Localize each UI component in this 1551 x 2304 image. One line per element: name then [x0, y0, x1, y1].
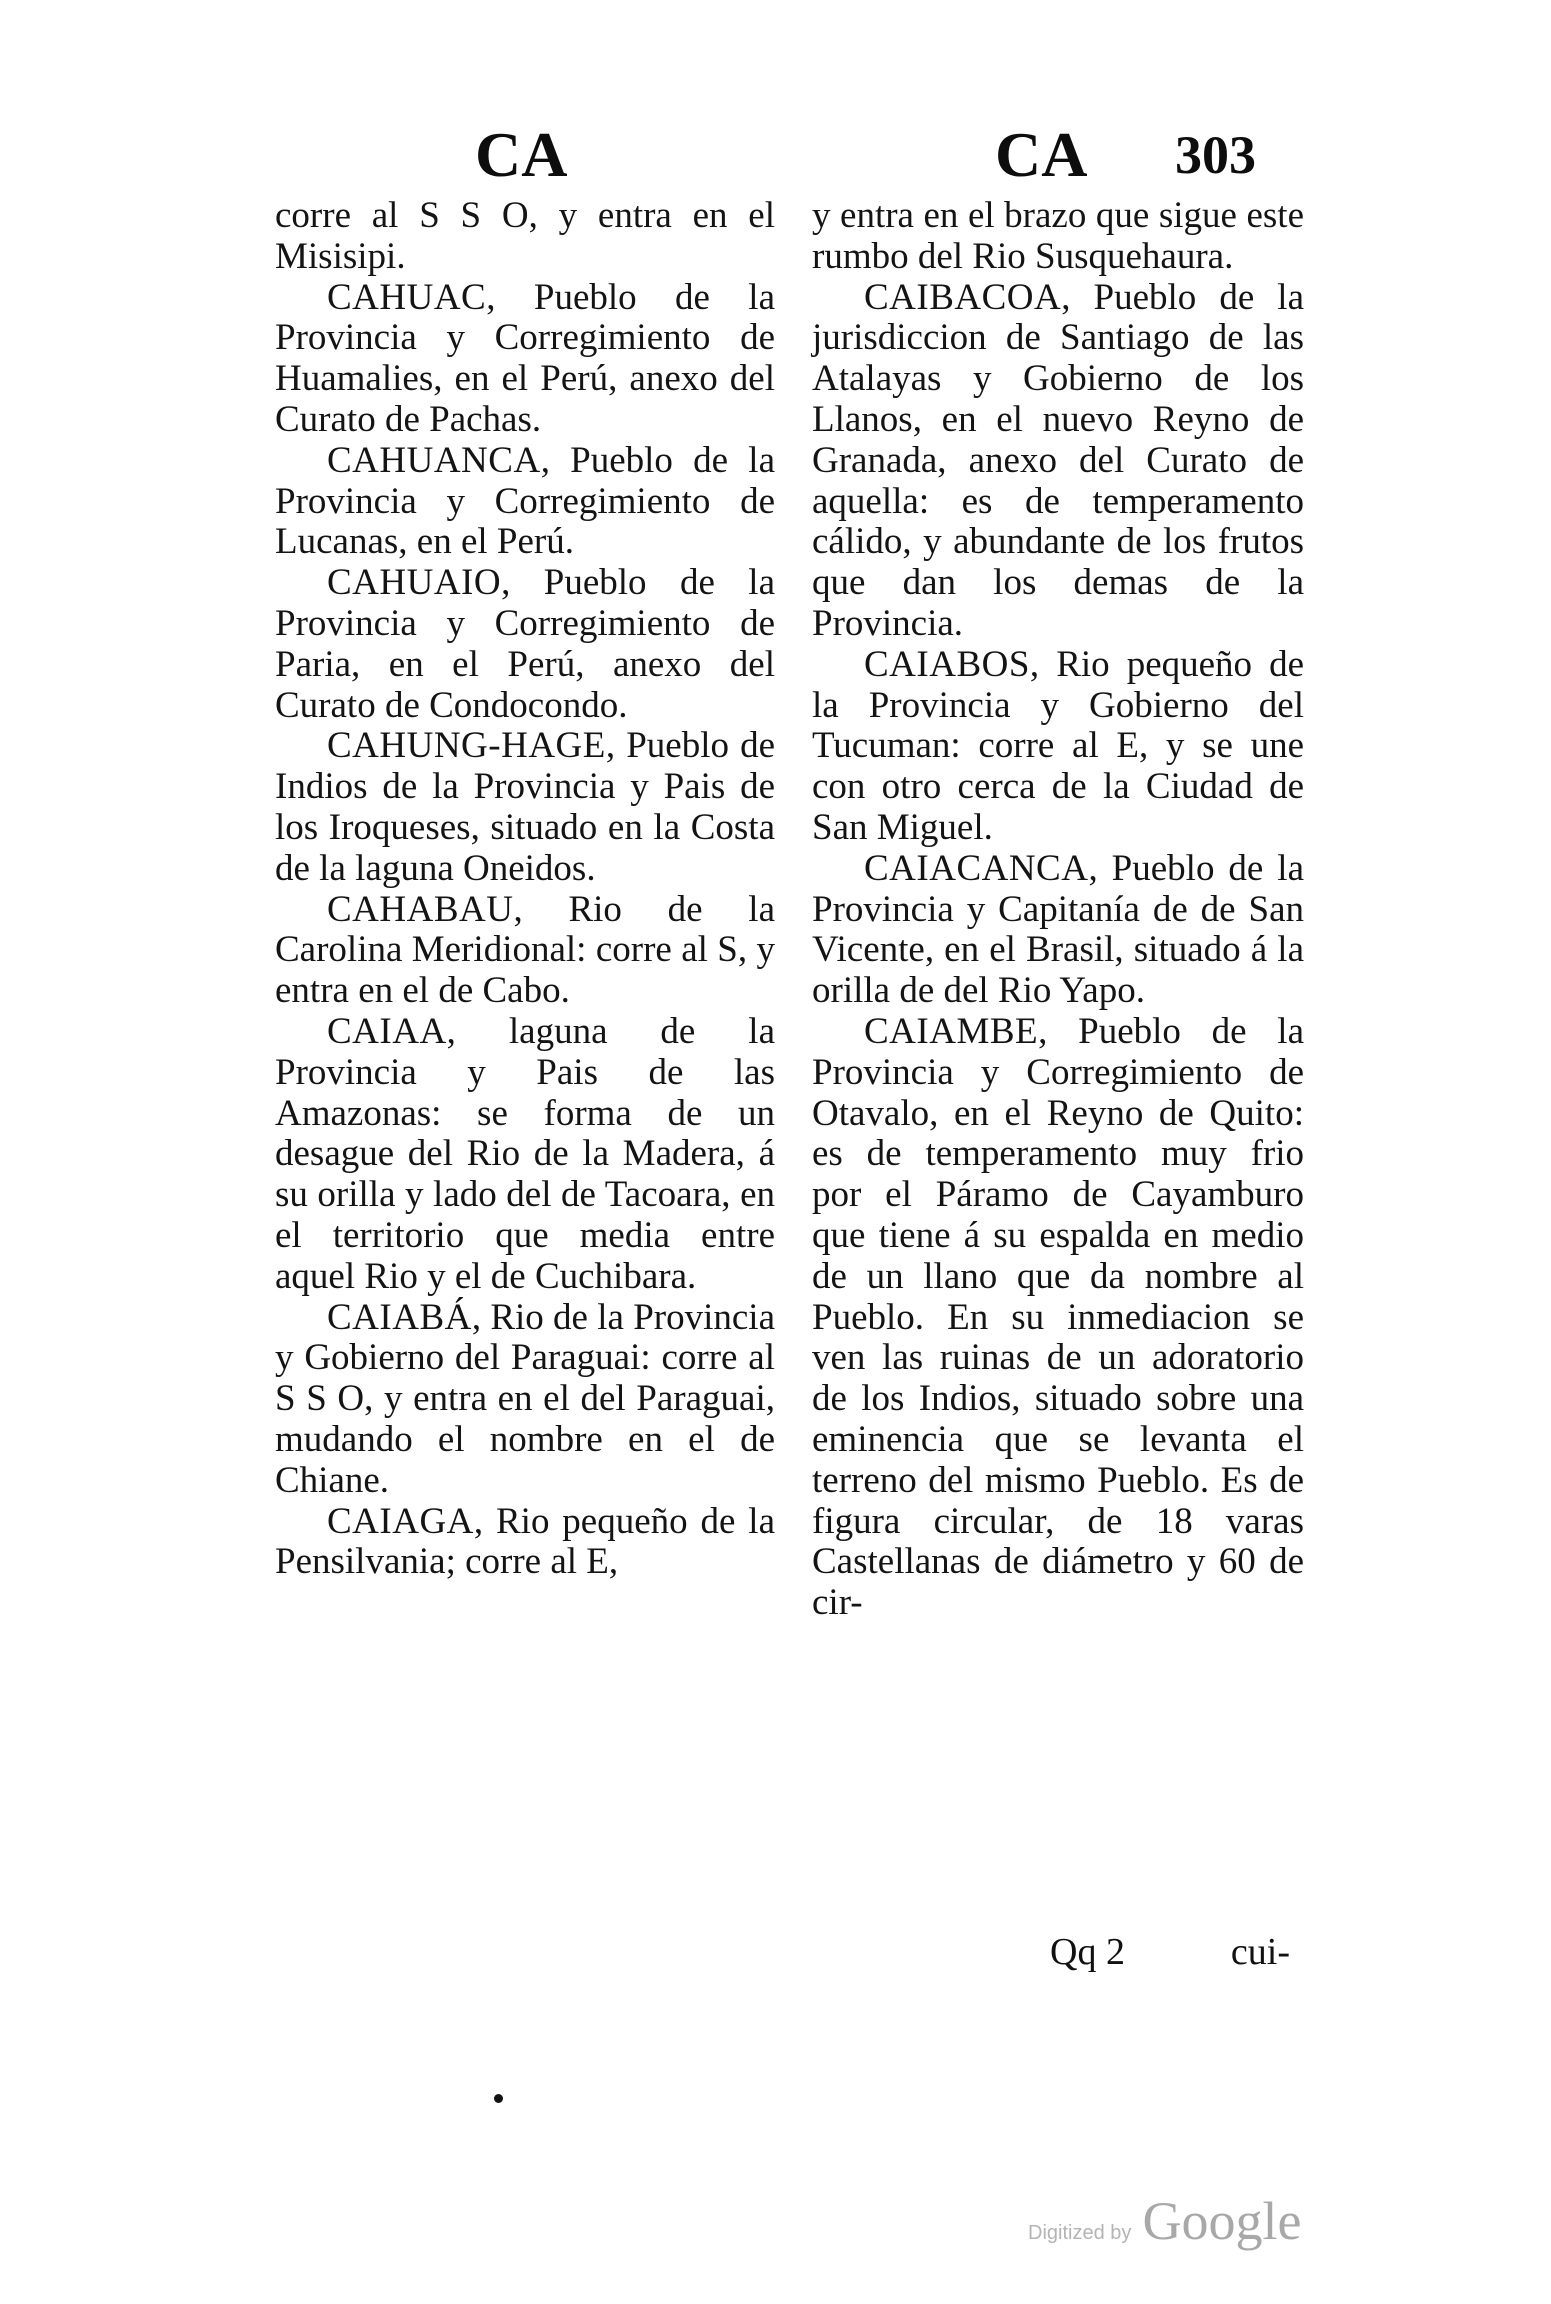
left-column [275, 196, 775, 1583]
google-logo: Google [1142, 2191, 1302, 2251]
entry-headword: CAIABOS [864, 643, 1030, 685]
entry-text: , laguna de la Provincia y Pais de las Amazonas: se forma de un desague del Rio de la Madera, á su orilla y lado del de Tacoara, en el territorio que media entre aquel Rio y el de Cuchibara. [275, 1010, 775, 1297]
dictionary-entry [275, 890, 775, 1012]
entry-headword: CAIAA [327, 1010, 447, 1052]
entry-text: , Pueblo de la Provincia y Corregimiento de Huamalies, en el Perú, anexo del Curato de Pachas. [275, 276, 775, 440]
dictionary-entry [275, 1012, 775, 1298]
entry-text: corre al S S O, y entra en el Misisipi. [275, 195, 775, 277]
entry-headword: CAHUAIO [327, 562, 502, 604]
dictionary-entry [275, 1298, 775, 1502]
entry-text: , Pueblo de la Provincia y Capitanía de de San Vicente, en el Brasil, situado á la orilla de del Rio Yapo. [812, 847, 1304, 1012]
running-head-right: CA [995, 119, 1088, 190]
entry-text: , Rio pequeño de la Pensilvania; corre al E, [275, 1500, 775, 1583]
entry-headword: CAIAGA [327, 1500, 474, 1542]
entry-text: , Pueblo de la Provincia y Corregimiento de Paria, en el Perú, anexo del Curato de Condocondo. [275, 562, 775, 726]
entry-text: , Pueblo de la Provincia y Corregimiento de Otavalo, en el Reyno de Quito: es de temperamento muy frio por el Páramo de Cayamburo que tiene á su espalda en medio de un llano que da nombre al Pueblo. En su inmediacion se ven las ruinas de un adoratorio de los Indios, situado sobre una eminencia que se levanta el terreno del mismo Pueblo. Es de figura circular, de 18 varas Castellanas de diámetro y 60 de cir- [812, 1010, 1304, 1624]
footer-catchwords [1050, 1930, 1290, 1974]
entry-headword: CAHABAU [327, 888, 514, 930]
entry-headword: CAIAMBE [864, 1010, 1039, 1052]
entry-headword: CAIABÁ [327, 1296, 472, 1338]
catchword: cui- [1230, 1931, 1290, 1973]
entry-headword: CAIACANCA [864, 847, 1089, 889]
dictionary-entry [812, 196, 1304, 278]
dictionary-entry [812, 1012, 1304, 1624]
dictionary-entry [275, 278, 775, 441]
entry-text: , Pueblo de la jurisdiccion de Santiago de las Atalayas y Gobierno de los Llanos, en el nuevo Reyno de Granada, anexo del Curato de aquella: es de temperamento cálido, y abundante de los frutos que dan los demas de la Provincia. [812, 276, 1304, 644]
entry-text: , Rio de la Carolina Meridional: corre al S, y entra en el de Cabo. [275, 888, 775, 1012]
entry-headword: CAIBACOA [864, 276, 1062, 318]
dictionary-entry [275, 441, 775, 563]
entry-text: , Rio de la Provincia y Gobierno del Paraguai: corre al S S O, y entra en el del Paraguai, mudando el nombre en el de Chiane. [275, 1296, 775, 1501]
dictionary-entry [812, 645, 1304, 849]
entry-text: , Pueblo de Indios de la Provincia y Pais de los Iroqueses, situado en la Costa de la laguna Oneidos. [275, 725, 775, 889]
dictionary-entry [275, 726, 775, 889]
entry-headword: CAHUANCA [327, 439, 541, 481]
entry-text: y entra en el brazo que sigue este rumbo del Rio Susquehaura. [812, 195, 1304, 277]
dictionary-entry [275, 563, 775, 726]
dictionary-entry [812, 849, 1304, 1012]
dictionary-entry [812, 278, 1304, 645]
signature-mark: Qq 2 [1050, 1931, 1125, 1973]
dictionary-entry [275, 196, 775, 278]
entry-text: , Pueblo de la Provincia y Corregimiento de Lucanas, en el Perú. [275, 439, 775, 563]
entry-text: , Rio pequeño de la Provincia y Gobierno del Tucuman: corre al E, y se une con otro cerca de la Ciudad de San Miguel. [812, 643, 1304, 848]
digitized-watermark [1028, 2190, 1301, 2250]
entry-headword: CAHUNG-HAGE [327, 725, 606, 767]
entry-headword: CAHUAC [327, 276, 487, 318]
right-column [812, 196, 1304, 1624]
running-head-left: CA [475, 119, 568, 190]
dictionary-entry [275, 1502, 775, 1584]
watermark-prefix: Digitized by [1028, 2222, 1132, 2244]
ink-dot [494, 2094, 503, 2103]
page-number: 303 [1175, 125, 1256, 185]
